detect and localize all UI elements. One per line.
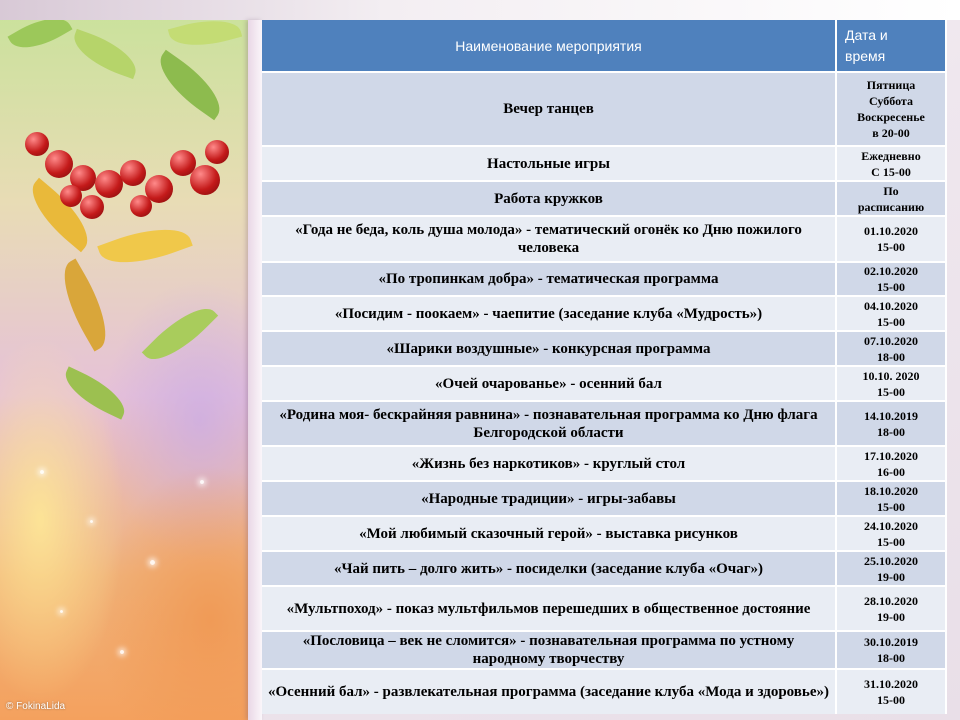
table-row: [262, 146, 946, 181]
sparkle-decoration: [150, 560, 155, 565]
table-body: [262, 72, 946, 714]
date-line: 15-00: [877, 384, 905, 399]
date-line: Суббота: [869, 94, 913, 108]
event-date-cell: [836, 586, 946, 631]
event-name-cell: «Посидим - поокаем» - чаепитие (заседание клуба «Мудрость»): [262, 296, 836, 331]
image-credit: © FokinaLida: [6, 701, 66, 712]
sparkle-decoration: [90, 520, 93, 523]
table-row: [262, 669, 946, 714]
event-name-cell: «Года не беда, коль душа молода» - тематический огонёк ко Дню пожилого человека: [262, 216, 836, 262]
table-left-frame: [248, 20, 262, 720]
date-line: 18.10.2020: [864, 483, 918, 498]
event-name-cell: Вечер танцев: [262, 72, 836, 146]
event-name-cell: «Жизнь без наркотиков» - круглый стол: [262, 446, 836, 481]
date-line: 30.10.2019: [864, 635, 918, 649]
event-name-cell: «Пословица – век не сломится» - познавательная программа по устному народному творчеству: [262, 631, 836, 669]
sparkle-decoration: [120, 650, 124, 654]
leaf-decoration: [67, 29, 142, 79]
date-line: Пятница: [866, 78, 916, 92]
table-header-row: [262, 20, 946, 72]
date-line: 15-00: [877, 693, 905, 707]
leaf-decoration: [50, 259, 121, 352]
date-column-header: [836, 20, 946, 72]
event-date-cell: [836, 551, 946, 586]
date-line: 19-00: [877, 569, 905, 584]
table-row: [262, 72, 946, 146]
date-line: Ежедневно: [861, 148, 921, 163]
event-date-cell: [836, 216, 946, 262]
rowan-berry: [205, 140, 229, 164]
rowan-berry: [80, 195, 104, 219]
date-line: 18-00: [877, 424, 905, 439]
event-name-cell: «Мой любимый сказочный герой» - выставка рисунков: [262, 516, 836, 551]
sparkle-decoration: [200, 480, 204, 484]
table-row: [262, 401, 946, 446]
date-line: 28.10.2020: [864, 593, 918, 608]
table-row: [262, 216, 946, 262]
date-line: в 20-00: [872, 126, 910, 140]
date-line: 15-00: [877, 534, 905, 549]
event-name-cell: «По тропинкам добра» - тематическая программа: [262, 262, 836, 296]
date-line: Воскресенье: [857, 110, 925, 124]
event-name-cell: «Шарики воздушные» - конкурсная программа: [262, 331, 836, 366]
table-row: [262, 331, 946, 366]
rowan-berry: [190, 165, 220, 195]
event-date-cell: [836, 631, 946, 669]
table-row: [262, 481, 946, 516]
date-line: 18-00: [877, 651, 905, 665]
table-row: [262, 551, 946, 586]
date-line: 15-00: [877, 280, 905, 294]
event-date-cell: [836, 146, 946, 181]
event-column-header: Наименование мероприятия: [262, 20, 836, 72]
table-row: [262, 181, 946, 216]
event-date-cell: [836, 72, 946, 146]
event-date-cell: [836, 481, 946, 516]
event-name-cell: «Очей очарованье» - осенний бал: [262, 366, 836, 401]
event-name-cell: «Родина моя- бескрайняя равнина» - познавательная программа ко Дню флага Белгородской области: [262, 401, 836, 446]
event-name-cell: «Народные традиции» - игры-забавы: [262, 481, 836, 516]
rowan-berry: [45, 150, 73, 178]
date-line: 18-00: [877, 349, 905, 364]
rowan-berry: [95, 170, 123, 198]
event-date-cell: [836, 366, 946, 401]
table-row: [262, 446, 946, 481]
sparkle-decoration: [40, 470, 44, 474]
event-date-cell: [836, 446, 946, 481]
event-name-cell: Работа кружков: [262, 181, 836, 216]
event-date-cell: [836, 331, 946, 366]
date-line: 31.10.2020: [864, 677, 918, 691]
date-line: 19-00: [877, 609, 905, 624]
date-line: 02.10.2020: [864, 264, 918, 278]
date-line: 10.10. 2020: [862, 368, 920, 383]
leaf-decoration: [149, 50, 232, 120]
rowan-berry: [130, 195, 152, 217]
date-line: расписанию: [857, 199, 925, 214]
date-line: По: [883, 183, 899, 198]
event-name-cell: «Мультпоход» - показ мультфильмов перешедших в общественное достояние: [262, 586, 836, 631]
event-date-cell: [836, 516, 946, 551]
rowan-berry: [60, 185, 82, 207]
date-line: С 15-00: [871, 164, 911, 179]
rowan-berry: [25, 132, 49, 156]
date-line: 15-00: [877, 314, 905, 329]
events-schedule-table: [262, 20, 947, 714]
table-row: [262, 262, 946, 296]
date-line: 25.10.2020: [864, 553, 918, 568]
event-date-cell: [836, 181, 946, 216]
table-row: [262, 631, 946, 669]
date-header-line2: время: [845, 47, 886, 64]
table-row: [262, 516, 946, 551]
event-date-cell: [836, 669, 946, 714]
date-line: 24.10.2020: [864, 518, 918, 533]
table-row: [262, 296, 946, 331]
date-header-line1: Дата и: [845, 26, 888, 43]
event-name-cell: «Осенний бал» - развлекательная программа (заседание клуба «Мода и здоровье»): [262, 669, 836, 714]
table-row: [262, 366, 946, 401]
date-line: 17.10.2020: [864, 448, 918, 463]
event-date-cell: [836, 262, 946, 296]
date-line: 01.10.2020: [864, 224, 918, 238]
autumn-rowan-background: [0, 0, 262, 720]
event-name-cell: «Чай пить – долго жить» - посиделки (заседание клуба «Очаг»): [262, 551, 836, 586]
leaf-decoration: [97, 216, 193, 277]
rowan-berry: [120, 160, 146, 186]
date-line: 15-00: [877, 240, 905, 254]
top-frame: [0, 0, 960, 20]
event-name-cell: Настольные игры: [262, 146, 836, 181]
date-line: 07.10.2020: [864, 333, 918, 348]
leaf-decoration: [58, 366, 132, 419]
event-date-cell: [836, 296, 946, 331]
date-line: 15-00: [877, 499, 905, 514]
date-line: 04.10.2020: [864, 298, 918, 313]
date-line: 14.10.2019: [864, 408, 918, 423]
date-line: 16-00: [877, 464, 905, 479]
sparkle-decoration: [60, 610, 63, 613]
table-row: [262, 586, 946, 631]
leaf-decoration: [142, 296, 218, 372]
event-date-cell: [836, 401, 946, 446]
